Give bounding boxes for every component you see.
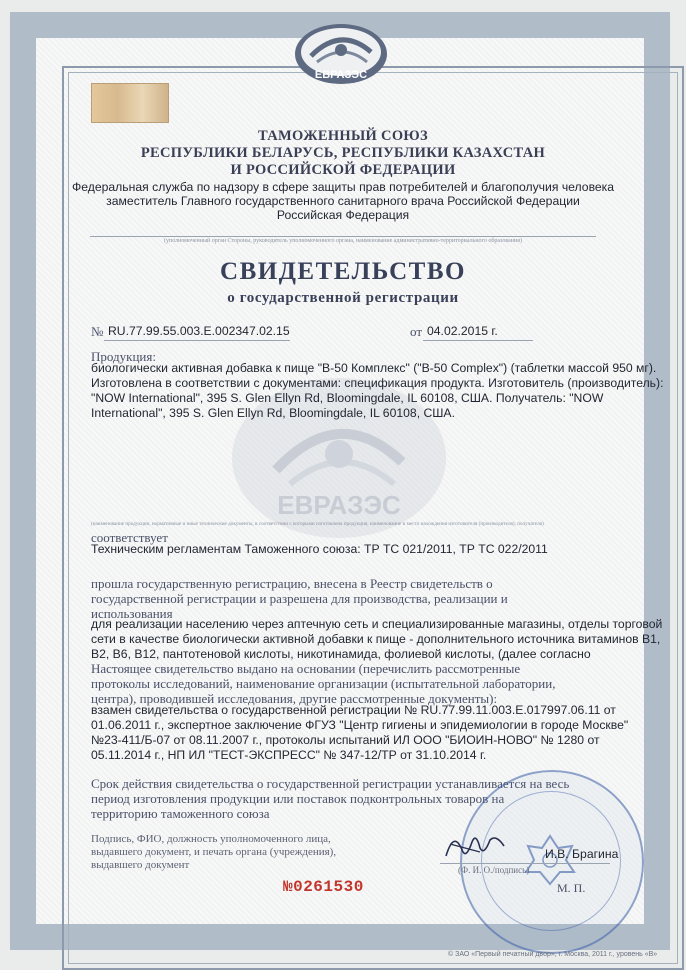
basis-detail-line-4: 05.11.2014 г., НП ИЛ "ТЕСТ-ЭКСПРЕСС" № 347-12/ТР от 31.10.2014 г. <box>91 748 487 762</box>
registration-line-2: государственной регистрации и разрешена для производства, реализации и <box>91 591 508 606</box>
issuer-line-2: заместитель Главного государственного санитарного врача Российской Федерации <box>106 194 580 208</box>
usage-line-2: сети в качестве биологически активной добавки к пище - дополнительного источника витаминов В1, <box>91 632 661 646</box>
evrazes-emblem <box>293 22 389 86</box>
usage-line-1: для реализации населению через аптечную сеть и специализированные магазины, отделы торговой <box>91 617 663 631</box>
issuer-underline <box>90 236 596 237</box>
basis-line-3: центра), проводившей исследования, другие рассмотренные документы): <box>91 691 498 706</box>
product-line-2: Изготовлена в соответствии с документами: спецификация продукта. Изготовитель (производитель): <box>91 376 664 390</box>
union-line-1: ТАМОЖЕННЫЙ СОЮЗ <box>258 128 428 144</box>
product-label: Продукция: <box>91 349 156 364</box>
product-caption: (наименование продукции, нормативные и иные технические документы, в соответствии с которыми изготовлена продукция, наименование и место нахождения изготовителя (производителя), получателя) <box>91 521 544 527</box>
issuer-line-3: Российская Федерация <box>276 208 410 222</box>
basis-line-2: протоколы исследований, наименование организации (испытательной лаборатории, <box>91 676 556 691</box>
document-subtitle: о государственной регистрации <box>227 290 459 306</box>
basis-line-1: Настоящее свидетельство выдано на основании (перечислить рассмотренные <box>91 661 521 676</box>
union-line-3: И РОССИЙСКОЙ ФЕДЕРАЦИИ <box>230 162 456 178</box>
signature-caption: (Ф. И. О./подпись) <box>458 865 530 875</box>
number-underline <box>104 340 290 341</box>
basis-detail-line-1: взамен свидетельства о государственной регистрации № RU.77.99.11.003.Е.017997.06.11 от <box>91 703 616 717</box>
basis-detail-line-3: №23-411/Б-07 от 08.11.2007 г., протоколы испытаний ИЛ ООО "БИОИН-НОВО" № 1280 от <box>91 733 600 747</box>
handwritten-signature <box>440 826 510 864</box>
signature-underline <box>440 863 610 864</box>
date-label: от <box>410 324 423 339</box>
watermark-text: ЕВРАЗЭС <box>277 490 401 520</box>
union-line-2: РЕСПУБЛИКИ БЕЛАРУСЬ, РЕСПУБЛИКИ КАЗАХСТАН <box>140 145 546 161</box>
printer-line: © ЗАО «Первый печатный двор», г. Москва, 2011 г., уровень «В» <box>448 951 658 958</box>
issuer-caption: (уполномоченный орган Стороны, руководитель уполномоченного органа, наименование административно-территориального образования) <box>164 238 522 244</box>
signature-label-2: выдавшего документ, и печать органа (учреждения), <box>91 846 337 858</box>
signature-label-1: Подпись, ФИО, должность уполномоченного лица, <box>91 833 331 845</box>
validity-line-1: Срок действия свидетельства о государственной регистрации устанавливается на весь <box>91 776 570 791</box>
basis-detail-line-2: 01.06.2011 г., экспертное заключение ФГУЗ "Центр гигиены и эпидемиологии в городе Москве" <box>91 718 629 732</box>
document-title: СВИДЕТЕЛЬСТВО <box>220 258 466 285</box>
product-line-3: "NOW International", 395 S. Glen Ellyn Rd, Bloomingdale, IL 60108, США. Получатель: "NOW <box>91 391 604 405</box>
emblem-text: ЕВРАЗЭС <box>314 69 368 81</box>
signatory-name: И.В. Брагина <box>545 847 619 861</box>
issuer-line-1: Федеральная служба по надзору в сфере защиты прав потребителей и благополучия человека <box>71 180 615 194</box>
validity-line-3: территорию таможенного союза <box>91 806 270 821</box>
compliance-label: соответствует <box>91 530 168 545</box>
number-label: № <box>91 324 104 339</box>
seal-place-label: М. П. <box>557 881 586 895</box>
registration-number: RU.77.99.55.003.Е.002347.02.15 <box>108 324 290 338</box>
validity-line-2: период изготовления продукции или поставок подконтрольных товаров на <box>91 791 505 806</box>
registration-line-1: прошла государственную регистрацию, внесена в Реестр свидетельств о <box>91 576 493 591</box>
serial-number: №0261530 <box>283 878 364 896</box>
signature-label-3: выдавшего документ <box>91 859 190 871</box>
registration-date: 04.02.2015 г. <box>427 324 498 338</box>
product-line-4: International", 395 S. Glen Ellyn Rd, Bloomingdale, IL 60108, США. <box>91 406 455 420</box>
hologram-sticker <box>91 83 169 123</box>
registration-line-3: использования <box>91 606 173 621</box>
date-underline <box>423 340 533 341</box>
compliance-text: Техническим регламентам Таможенного союза: ТР ТС 021/2011, ТР ТС 022/2011 <box>91 542 548 556</box>
product-line-1: биологически активная добавка к пище "В-50 Комплекс" ("B-50 Complex") (таблетки массой 950 мг). <box>91 361 657 375</box>
usage-line-3: В2, В6, В12, пантотеновой кислоты, никотинамида, фолиевой кислоты, (далее согласно <box>91 647 591 661</box>
